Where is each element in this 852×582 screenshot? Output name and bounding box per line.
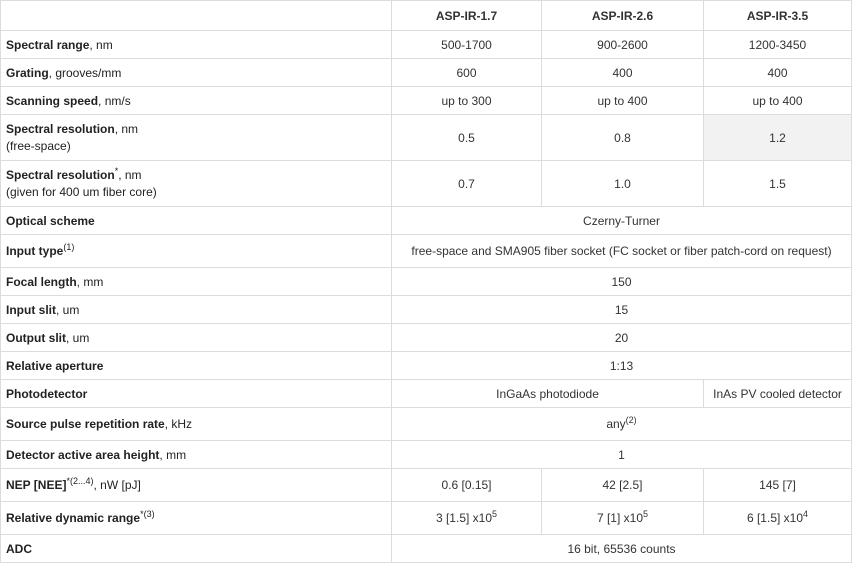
- row-label: Source pulse repetition rate, kHz: [1, 408, 392, 441]
- row-input-type: [1, 235, 852, 268]
- cell-value: 0.8: [542, 115, 704, 161]
- row-label: Focal length, mm: [1, 268, 392, 296]
- row-label: Spectral range, nm: [1, 31, 392, 59]
- row-output-slit: [1, 324, 852, 352]
- row-spectral-resolution-fiber: [1, 161, 852, 207]
- cell-value: 400: [542, 59, 704, 87]
- header-asp-ir-1-7: ASP-IR-1.7: [392, 1, 542, 31]
- cell-value: 1.5: [704, 161, 852, 207]
- row-label: Detector active area height, mm: [1, 441, 392, 469]
- row-label: Relative aperture: [1, 352, 392, 380]
- row-label: Scanning speed, nm/s: [1, 87, 392, 115]
- cell-value: 1.0: [542, 161, 704, 207]
- cell-value: free-space and SMA905 fiber socket (FC socket or fiber patch-cord on request): [392, 235, 852, 268]
- row-focal-length: [1, 268, 852, 296]
- cell-value: 20: [392, 324, 852, 352]
- cell-value: 6 [1.5] $x10^4$: [704, 502, 852, 535]
- cell-value: 16 bit, 65536 counts: [392, 535, 852, 563]
- cell-value: 0.7: [392, 161, 542, 207]
- cell-value: 0.5: [392, 115, 542, 161]
- cell-value: 600: [392, 59, 542, 87]
- row-label: Relative dynamic range$^{*(3)}$: [1, 502, 392, 535]
- cell-value: 3 [1.5] $x10^5$: [392, 502, 542, 535]
- header-asp-ir-3-5: ASP-IR-3.5: [704, 1, 852, 31]
- cell-value: any$^{(2)}$: [392, 408, 852, 441]
- row-sublabel: (free-space): [6, 139, 71, 153]
- row-spectral-range: [1, 31, 852, 59]
- row-label: NEP [NEE]$^{*(2...4)}$, nW [pJ]: [1, 469, 392, 502]
- cell-value: 150: [392, 268, 852, 296]
- cell-value: 500-1700: [392, 31, 542, 59]
- cell-value: 7 [1] $x10^5$: [542, 502, 704, 535]
- cell-value: 1:13: [392, 352, 852, 380]
- row-source-pulse-repetition-rate: [1, 408, 852, 441]
- header-blank-cell: [1, 1, 392, 31]
- header-asp-ir-2-6: ASP-IR-2.6: [542, 1, 704, 31]
- cell-value: 0.6 [0.15]: [392, 469, 542, 502]
- row-label: Grating, grooves/mm: [1, 59, 392, 87]
- cell-value-highlighted: 1.2: [704, 115, 852, 161]
- row-label: Spectral resolution*, nm (given for 400 um fiber core): [1, 161, 392, 207]
- row-label: Output slit, um: [1, 324, 392, 352]
- cell-value: Czerny-Turner: [392, 207, 852, 235]
- row-label: ADC: [1, 535, 392, 563]
- cell-value: InGaAs photodiode: [392, 380, 704, 408]
- cell-value: 1200-3450: [704, 31, 852, 59]
- row-relative-aperture: [1, 352, 852, 380]
- row-photodetector: [1, 380, 852, 408]
- header-row: [1, 1, 852, 31]
- cell-value: up to 400: [542, 87, 704, 115]
- cell-value: 900-2600: [542, 31, 704, 59]
- row-scanning-speed: [1, 87, 852, 115]
- row-label: Input type$^{(1)}$: [1, 235, 392, 268]
- cell-value: InAs PV cooled detector: [704, 380, 852, 408]
- row-input-slit: [1, 296, 852, 324]
- cell-value: up to 400: [704, 87, 852, 115]
- cell-value: 1: [392, 441, 852, 469]
- row-label: Photodetector: [1, 380, 392, 408]
- row-grating: [1, 59, 852, 87]
- row-sublabel: (given for 400 um fiber core): [6, 185, 157, 199]
- cell-value: 42 [2.5]: [542, 469, 704, 502]
- row-optical-scheme: [1, 207, 852, 235]
- cell-value: 15: [392, 296, 852, 324]
- row-label: Optical scheme: [1, 207, 392, 235]
- row-adc: [1, 535, 852, 563]
- row-detector-active-area-height: [1, 441, 852, 469]
- row-relative-dynamic-range: [1, 502, 852, 535]
- row-label: Spectral resolution, nm (free-space): [1, 115, 392, 161]
- row-label: Input slit, um: [1, 296, 392, 324]
- row-spectral-resolution-free-space: [1, 115, 852, 161]
- row-nep: [1, 469, 852, 502]
- cell-value: up to 300: [392, 87, 542, 115]
- cell-value: 145 [7]: [704, 469, 852, 502]
- cell-value: 400: [704, 59, 852, 87]
